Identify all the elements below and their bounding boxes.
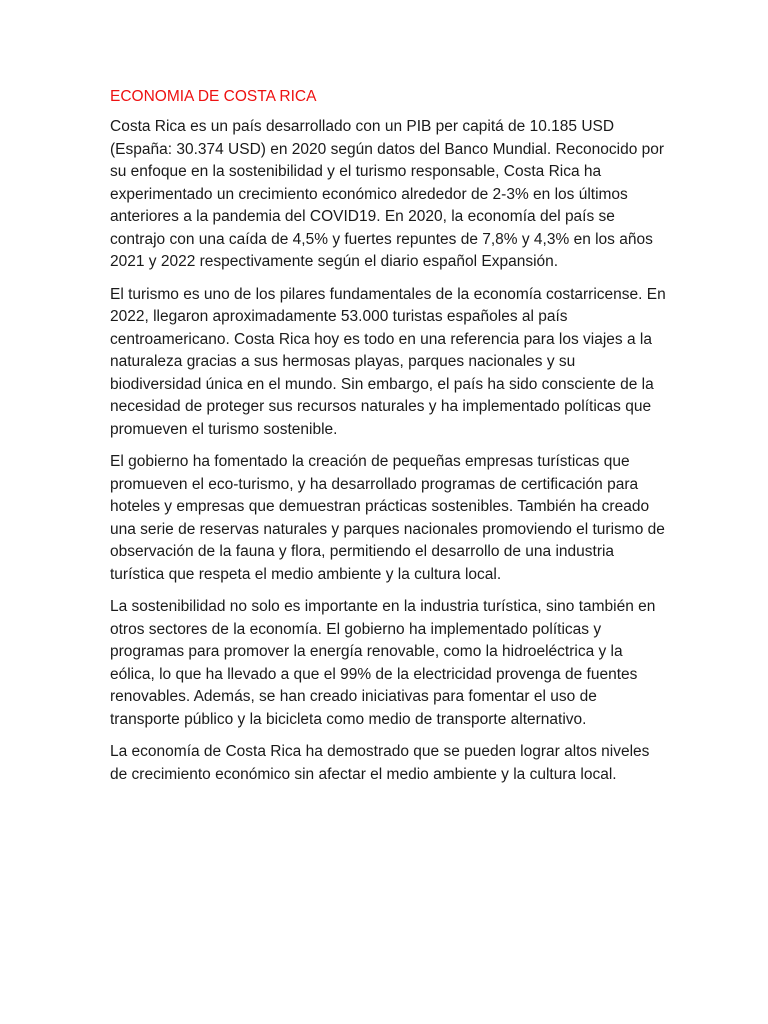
paragraph-government: El gobierno ha fomentado la creación de pequeñas empresas turísticas que promueven el eco-turismo, y ha desarrollado programas de certificación para hoteles y empresas que demuestran prácticas sostenibles. También ha creado una serie de reservas naturales y parques nacionales promoviendo el turismo de observación de la fauna y flora, permitiendo el desarrollo de una industria turística que respeta el medio ambiente y la cultura local. bbox=[110, 453, 665, 583]
paragraph-gdp: Costa Rica es un país desarrollado con un PIB per capitá de 10.185 USD (España: 30.374 USD) en 2020 según datos del Banco Mundial. Reconocido por su enfoque en la sostenibilidad y el turismo responsable, Costa Rica ha experimentado un crecimiento económico alrededor de 2-3% en los últimos anteriores a la pandemia del COVID19. En 2020, la economía del país se contrajo con una caída de 4,5% y fuertes repuntes de 7,8% y 4,3% en los años 2021 y 2022 respectivamente según el diario español Expansión. bbox=[110, 118, 665, 270]
document-body bbox=[110, 85, 666, 796]
paragraph-conclusion: La economía de Costa Rica ha demostrado que se pueden lograr altos niveles de crecimiento económico sin afectar el medio ambiente y la cultura local. bbox=[110, 743, 650, 783]
document-title: ECONOMIA DE COSTA RICA bbox=[110, 88, 317, 105]
paragraph-tourism: El turismo es uno de los pilares fundamentales de la economía costarricense. En 2022, llegaron aproximadamente 53.000 turistas españoles al país centroamericano. Costa Rica hoy es todo en una referencia para los viajes a la naturaleza gracias a sus hermosas playas, parques nacionales y su biodiversidad única en el mundo. Sin embargo, el país ha sido consciente de la necesidad de proteger sus recursos naturales y ha implementado políticas que promueven el turismo sostenible. bbox=[110, 285, 666, 438]
paragraph-sustainability: La sostenibilidad no solo es importante en la industria turística, sino también en otros sectores de la economía. El gobierno ha implementado políticas y programas para promover la energía renovable, como la hidroeléctrica y la eólica, lo que ha llevado a que el 99% de la electricidad provenga de fuentes renovables. Además, se han creado iniciativas para fomentar el uso de transporte público y la bicicleta como medio de transporte alternativo. bbox=[110, 598, 656, 728]
